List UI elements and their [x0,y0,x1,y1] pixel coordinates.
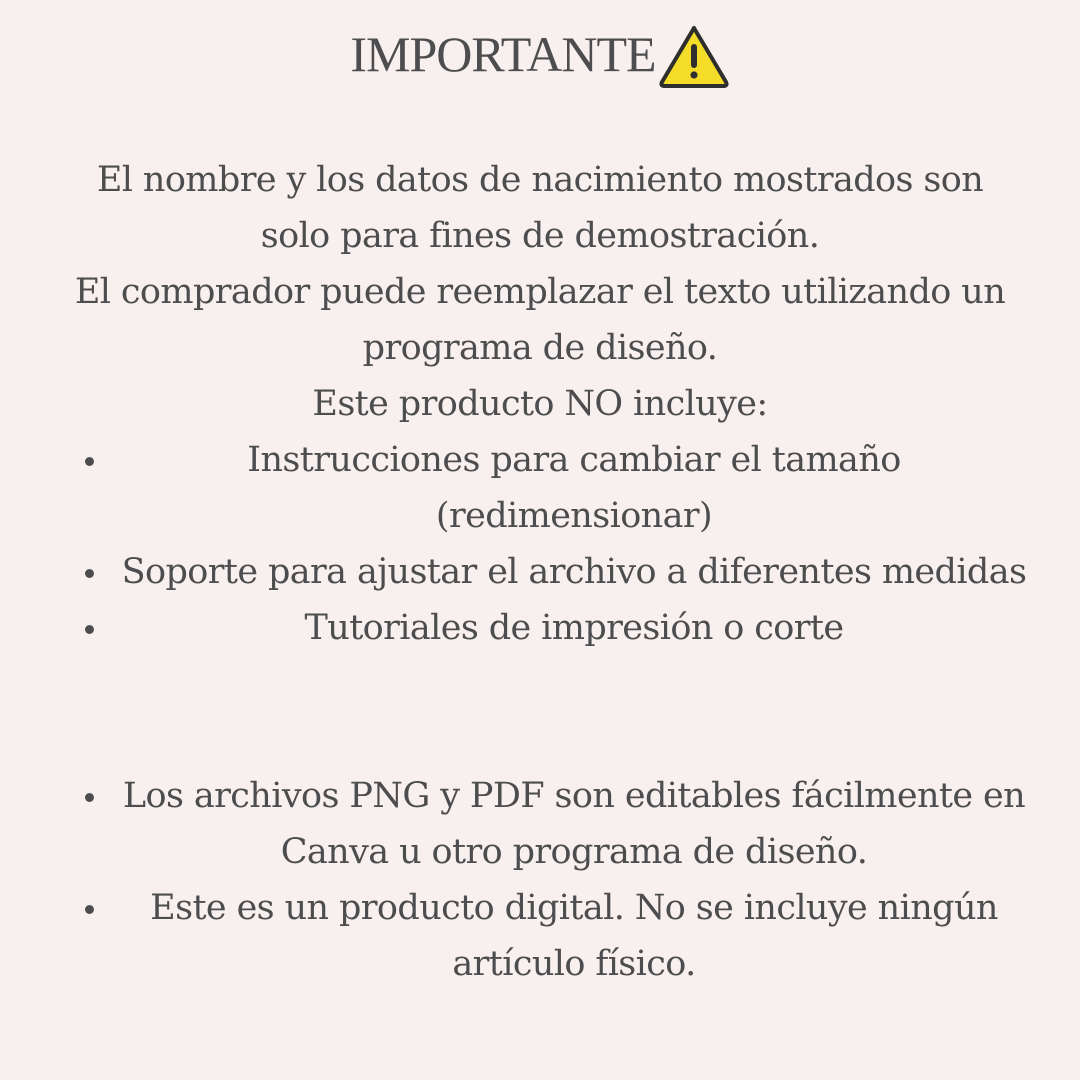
bullet-icon [85,793,94,802]
note-2-line-2: artículo físico. [452,944,696,984]
excluded-item-3-line-1: Tutoriales de impresión o corte [304,608,844,648]
excluded-item-1-line-1: Instrucciones para cambiar el tamaño [247,440,901,480]
bullet-icon [85,457,94,466]
excluded-item-1-line-2: (redimensionar) [435,496,713,536]
note-1-line-2: Canva u otro programa de diseño. [280,832,868,872]
intro-line-4: programa de diseño. [362,328,718,368]
list-item [0,768,1080,880]
note-2-line-1: Este es un producto digital. No se incluye ningún [150,888,998,928]
list-item [0,600,1080,656]
warning-icon [658,24,730,88]
excluded-item-2-line-1: Soporte para ajustar el archivo a diferentes medidas [121,552,1027,592]
intro-line-2: solo para fines de demostración. [260,216,820,256]
note-1-line-1: Los archivos PNG y PDF son editables fácilmente en [122,776,1026,816]
excluded-list [0,432,1080,656]
list-item [0,544,1080,600]
notes-list [0,768,1080,992]
list-item [0,880,1080,992]
title-row [0,18,1080,90]
bullet-icon [85,625,94,634]
list-item [0,432,1080,544]
bullet-icon [85,569,94,578]
intro-line-1: El nombre y los datos de nacimiento mostrados son [96,160,984,200]
intro-line-3: El comprador puede reemplazar el texto utilizando un [74,272,1006,312]
warning-icon-graphic [658,24,730,88]
bullet-icon [85,905,94,914]
page-title: IMPORTANTE [350,26,656,82]
excluded-heading: Este producto NO incluye: [312,384,768,424]
intro-text [0,152,1080,432]
